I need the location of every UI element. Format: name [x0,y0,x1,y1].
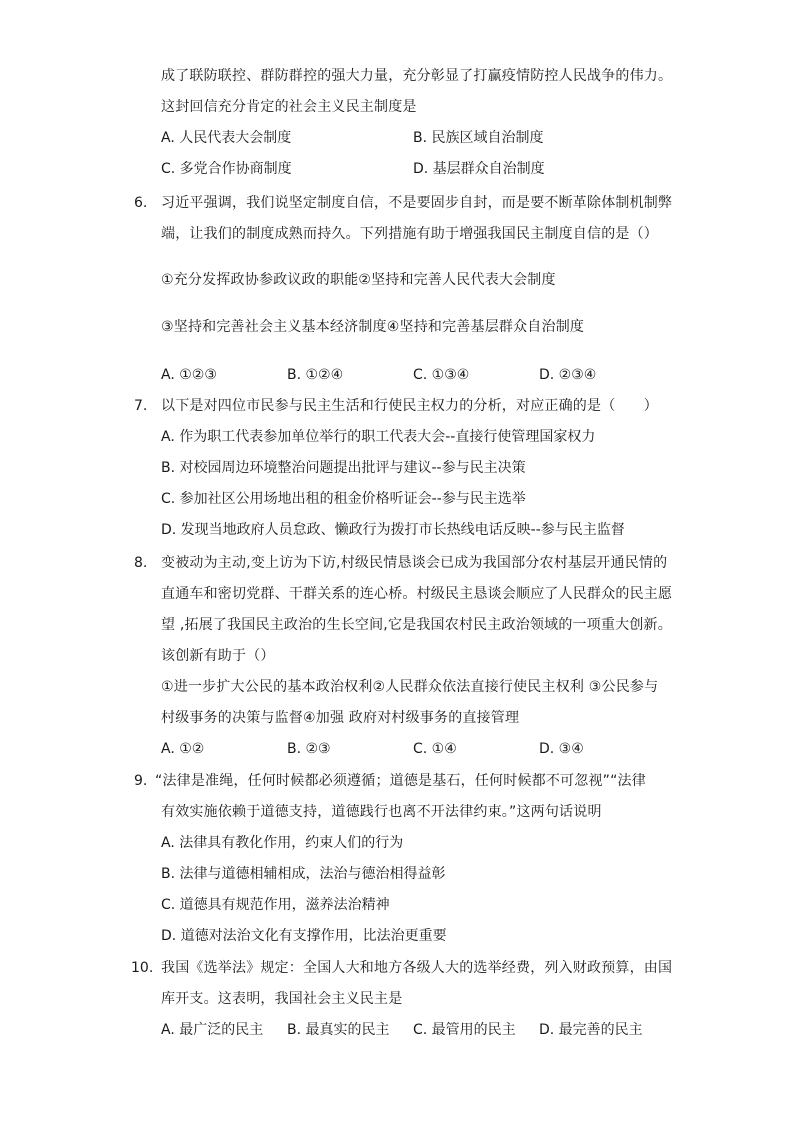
q10-option-d: D. 最完善的民主 [539,1022,643,1038]
q10-line-2: 库开支。这表明，我国社会主义民主是 [161,991,403,1007]
q8-number: 8. [134,555,148,571]
q10-option-a: A. 最广泛的民主 [161,1022,264,1038]
q8-statement-1: ①进一步扩大公民的基本政治权利②人民群众依法直接行使民主权利 ③公民参与 [161,679,659,695]
q6-line-2: 端，让我们的制度成熟而持久。下列措施有助于增强我国民主制度自信的是（） [161,226,658,242]
q8-option-a: A. ①② [161,741,205,757]
q7-option-c: C. 参加社区公用场地出租的租金价格听证会--参与民主选举 [161,491,526,507]
q9-option-d: D. 道德对法治文化有支撑作用，比法治更重要 [161,928,447,944]
q6-statement-1: ①充分发挥政协参政议政的职能②坚持和完善人民代表大会制度 [161,272,556,288]
q10-option-c: C. 最管用的民主 [413,1022,516,1038]
q6-statement-2: ③坚持和完善社会主义基本经济制度④坚持和完善基层群众自治制度 [161,319,585,335]
q8-line-3: 望 ,拓展了我国民主政治的生长空间,它是我国农村民主政治领域的一项重大创新。 [161,617,672,633]
q10-option-b: B. 最真实的民主 [287,1022,390,1038]
q10-line-1: 我国《选举法》规定：全国人大和地方各级人大的选举经费，列入财政预算，由国 [161,960,673,976]
q10-number: 10. [131,960,154,976]
q6-number: 6. [134,195,148,211]
q7-line-1: 以下是对四位市民参与民主生活和行使民主权力的分析，对应正确的是（ ） [161,398,658,414]
q7-number: 7. [134,398,148,414]
q9-number: 9. [134,773,148,789]
q8-option-b: B. ②③ [287,741,331,757]
q6-option-a: A. ①②③ [161,367,217,383]
q9-option-b: B. 法律与道德相辅相成，法治与德治相得益彰 [161,866,446,882]
q6-option-d: D. ②③④ [539,367,597,383]
q5-option-d: D. 基层群众自治制度 [413,161,545,177]
q9-option-c: C. 道德具有规范作用，滋养法治精神 [161,897,390,913]
q9-line-1: “法律是准绳，任何时候都必须遵循；道德是基石，任何时候都不可忽视”“法律 [155,773,646,789]
q9-option-a: A. 法律具有教化作用，约束人们的行为 [161,835,404,851]
q8-line-4: 该创新有助于（） [161,648,275,664]
q5-option-c: C. 多党合作协商制度 [161,161,292,177]
q5-line-1: 成了联防联控、群防群控的强大力量，充分彰显了打赢疫情防控人民战争的伟力。 [161,68,673,84]
q8-statement-2: 村级事务的决策与监督④加强 政府对村级事务的直接管理 [161,710,520,726]
q8-line-1: 变被动为主动,变上访为下访,村级民情恳谈会已成为我国部分农村基层开通民情的 [161,555,668,571]
q6-option-c: C. ①③④ [413,367,470,383]
q8-option-c: C. ①④ [413,741,457,757]
q5-option-b: B. 民族区域自治制度 [413,130,544,146]
q8-option-d: D. ③④ [539,741,584,757]
q9-line-2: 有效实施依赖于道德支持，道德践行也离不开法律约束。”这两句话说明 [161,804,602,820]
q5-line-2: 这封回信充分肯定的社会主义民主制度是 [161,99,417,115]
q6-option-b: B. ①②④ [287,367,344,383]
q7-option-b: B. 对校园周边环境整治问题提出批评与建议--参与民主决策 [161,460,526,476]
q7-option-d: D. 发现当地政府人员怠政、懒政行为拨打市长热线电话反映--参与民主监督 [161,522,625,538]
q6-line-1: 习近平强调，我们说坚定制度自信，不是要固步自封，而是要不断革除体制机制弊 [161,195,673,211]
q8-line-2: 直通车和密切党群、干群关系的连心桥。村级民主恳谈会顺应了人民群众的民主愿 [161,586,673,602]
q5-option-a: A. 人民代表大会制度 [161,130,292,146]
q7-option-a: A. 作为职工代表参加单位举行的职工代表大会--直接行使管理国家权力 [161,429,596,445]
